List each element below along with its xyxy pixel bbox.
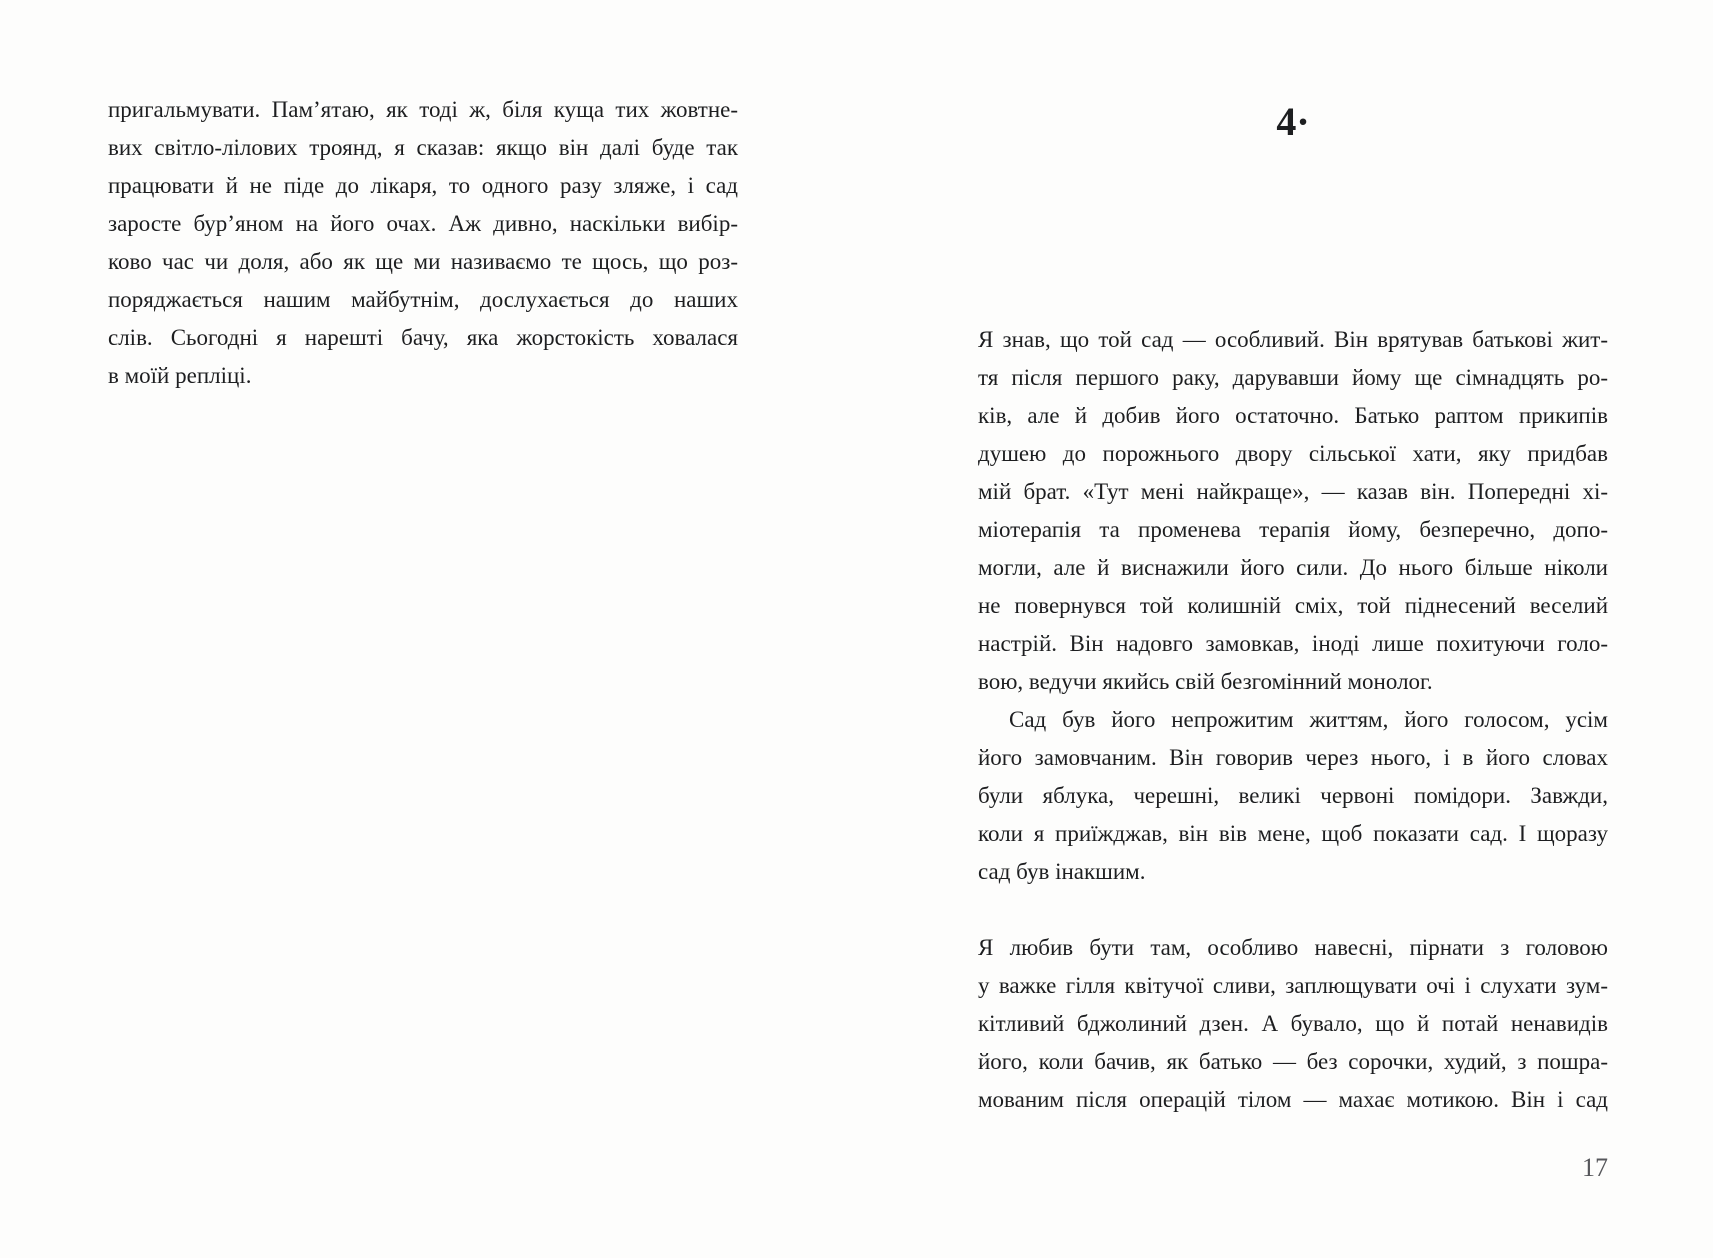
text-line: мованим після операцій тілом — махає мотикою. Він і сад <box>978 1087 1608 1112</box>
text-line: його, коли бачив, як батько — без сорочки, худий, з пошра- <box>978 1049 1608 1074</box>
page-number: 17 <box>1582 1153 1608 1182</box>
text-line: в моїй репліці. <box>108 363 252 388</box>
text-line: у важке гілля квітучої сливи, заплющувати очі і слухати зум- <box>978 973 1608 998</box>
text-line: його замовчаним. Він говорив через нього, і в його словах <box>978 745 1608 770</box>
text-line: пригальмувати. Пам’ятаю, як тоді ж, біля куща тих жовтне- <box>108 97 738 122</box>
text-line: ків, але й добив його остаточно. Батько раптом прикипів <box>978 403 1608 428</box>
paragraph <box>108 91 738 395</box>
text-line: душею до порожнього двору сільської хати, яку придбав <box>978 441 1608 466</box>
text-line: тя після першого раку, дарувавши йому ще сімнадцять ро- <box>978 365 1608 390</box>
text-line: мій брат. «Тут мені найкраще», — казав він. Попередні хі- <box>978 479 1608 504</box>
text-line: Сад був його непрожитим життям, його голосом, усім <box>1009 707 1608 732</box>
paragraph <box>978 929 1608 1119</box>
text-line: слів. Сьогодні я нарешті бачу, яка жорстокість ховалася <box>108 325 738 350</box>
text-line: вих світло-лілових троянд, я сказав: якщо він далі буде так <box>108 135 738 160</box>
text-line: вою, ведучи якийсь свій безгомінний монолог. <box>978 669 1433 694</box>
text-line: заросте бур’яном на його очах. Аж дивно, наскільки вибір- <box>108 211 738 236</box>
text-line: Я знав, що той сад — особливий. Він врятував батькові жит- <box>978 327 1608 352</box>
text-line: міотерапія та променева терапія йому, безперечно, допо- <box>978 517 1608 542</box>
left-page-text <box>108 91 738 395</box>
paragraph <box>978 321 1608 701</box>
text-line: поряджається нашим майбутнім, дослухається до наших <box>108 287 738 312</box>
text-line: не повернувся той колишній сміх, той піднесений веселий <box>978 593 1608 618</box>
text-line: могли, але й виснажили його сили. До нього більше ніколи <box>978 555 1608 580</box>
text-line: працювати й не піде до лікаря, то одного разу зляже, і сад <box>108 173 738 198</box>
text-line: Я любив бути там, особливо навесні, пірнати з головою <box>978 935 1608 960</box>
text-line: настрій. Він надовго замовкав, іноді лише похитуючи голо- <box>978 631 1608 656</box>
text-line: сад був інакшим. <box>978 859 1146 884</box>
text-line: ково час чи доля, або як ще ми називаємо те щось, що роз- <box>108 249 738 274</box>
chapter-number: 4· <box>1276 99 1310 144</box>
text-line: кітливий бджолиний дзен. А бувало, що й потай ненавидів <box>978 1011 1608 1036</box>
paragraph <box>978 701 1608 891</box>
text-line: коли я приїжджав, він вів мене, щоб показати сад. І щоразу <box>978 821 1608 846</box>
right-page-text <box>978 321 1608 1119</box>
text-line: були яблука, черешні, великі червоні помідори. Завжди, <box>978 783 1608 808</box>
